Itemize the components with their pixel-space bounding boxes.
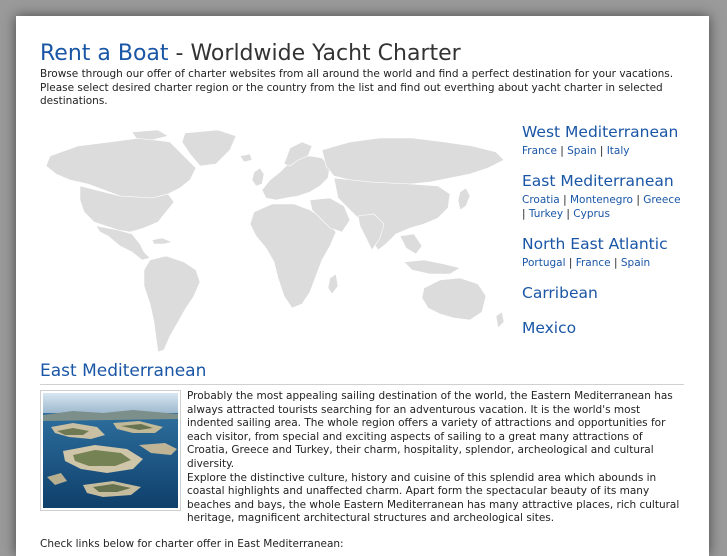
map-greenland	[182, 130, 236, 166]
section-title: East Mediterranean	[40, 361, 207, 381]
map-iceland	[240, 154, 252, 162]
map-southeast-asia	[400, 234, 422, 254]
map-south-america	[144, 256, 200, 352]
country-link-croatia[interactable]: Croatia	[522, 194, 560, 206]
map-asia	[334, 178, 450, 250]
country-link-spain[interactable]: Spain	[567, 145, 597, 157]
country-link-france[interactable]: France	[575, 257, 611, 269]
section-body	[40, 390, 680, 526]
map-europe	[262, 156, 330, 200]
page-container	[16, 16, 709, 556]
country-link-italy[interactable]: Italy	[606, 145, 630, 157]
country-links-north-east-atlantic: Portugal | France | Spain	[522, 257, 651, 269]
map-new-zealand	[496, 312, 504, 328]
map-indonesia	[404, 260, 460, 274]
region-title-west-mediterranean[interactable]: West Mediterranean	[522, 123, 679, 141]
region-carribean	[522, 284, 702, 302]
map-australia	[422, 278, 486, 320]
region-east-mediterranean	[522, 172, 702, 221]
charter-links-intro: Check links below for charter offer in East Mediterranean:	[40, 538, 344, 550]
section-divider	[40, 384, 684, 385]
section-paragraph-2: Explore the distinctive culture, history and cuisine of this splendid area which abounds in coastal highlights and unaffected charm. Apart form the spectacular beauty of its many beaches and bays, the whole Eastern Mediterranean has many attractive places, rich cultural heritage, magnificent architectural structures and archeological sites.	[187, 471, 680, 525]
region-title-east-mediterranean[interactable]: East Mediterranean	[522, 172, 674, 190]
map-north-america-north	[46, 138, 196, 200]
section-paragraph-1: Probably the most appealing sailing destination of the world, the Eastern Mediterranean has always attracted tourists searching for an adventurous vacation. It is the world's most indented sailing area. The whole region offers a variety of attractions and opportunities for each visitor, from special and exciting aspects of sailing to a great many attractions of Croatia, Greece and Turkey, their charm, hospitality, splendor, archeological and cultural diversity.	[187, 390, 673, 470]
region-title-carribean[interactable]: Carribean	[522, 284, 598, 302]
brand-link[interactable]: Rent a Boat	[40, 41, 169, 66]
map-caribbean	[152, 238, 172, 244]
site-subtitle: Worldwide Yacht Charter	[190, 41, 461, 66]
country-link-cyprus[interactable]: Cyprus	[573, 208, 610, 220]
country-link-portugal[interactable]: Portugal	[522, 257, 566, 269]
region-title-north-east-atlantic[interactable]: North East Atlantic	[522, 235, 668, 253]
country-links-west-mediterranean: France | Spain | Italy	[522, 145, 630, 157]
country-link-turkey[interactable]: Turkey	[528, 208, 564, 220]
map-japan	[458, 188, 470, 210]
country-link-montenegro[interactable]: Montenegro	[569, 194, 633, 206]
page-title	[40, 41, 461, 66]
intro-text: Browse through our offer of charter websites from all around the world and find a perfect destination for your vacations. Please select desired charter region or the country from the list and find out everthing about yacht charter in selected destinations.	[40, 68, 674, 107]
country-link-greece[interactable]: Greece	[643, 194, 681, 206]
region-title-mexico[interactable]: Mexico	[522, 319, 577, 337]
region-west-mediterranean	[522, 123, 702, 158]
map-madagascar	[328, 274, 338, 294]
country-link-france[interactable]: France	[522, 145, 557, 157]
photo-spacer	[40, 390, 187, 514]
map-russia	[322, 138, 504, 184]
title-separator: -	[168, 41, 191, 66]
map-uk	[252, 168, 264, 186]
country-links-east-mediterranean: Croatia | Montenegro | Greece | Turkey | Cyprus	[522, 194, 681, 220]
country-link-spain[interactable]: Spain	[620, 257, 651, 269]
region-mexico	[522, 319, 702, 337]
world-map[interactable]	[40, 128, 510, 360]
region-north-east-atlantic	[522, 235, 702, 270]
